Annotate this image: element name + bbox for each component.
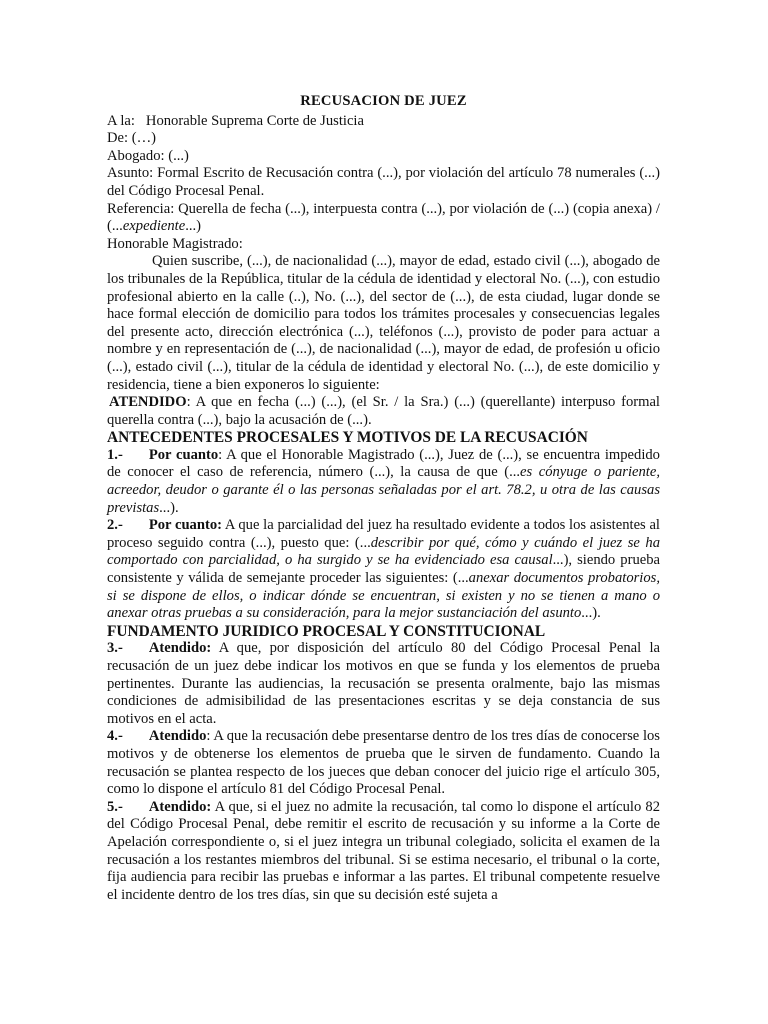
paragraph-keyword: Por cuanto: (148, 517, 222, 534)
addressee-value: Honorable Suprema Corte de Justicia (145, 112, 364, 129)
numbered-paragraph-5: 5.- Atendido: A que, si el juez no admite la recusación, tal como lo dispone el artículo 82 del Código Procesal Penal, debe remitir el escrito de recusación y su informe a la Corte de Apelación correspondiente o, si el juez integra un tribunal colegiado, solicita el examen de la recusación a los restantes miembros del tribunal. Si se estima necesario, el tribunal o la corte, fija audiencia para recibir las pruebas e informar a las partes. El tribunal competente resuelve el incidente dentro de los tres días, sin que su decisión esté sujeta a (107, 798, 660, 903)
subject-line: Asunto: Formal Escrito de Recusación contra (...), por violación del artículo 78 numerales (...) del Código Procesal Penal. (107, 165, 660, 199)
addressee-label: A la: (107, 112, 135, 129)
paragraph-number: 2.- (107, 517, 123, 534)
numbered-paragraph-1: 1.- Por cuanto: A que el Honorable Magistrado (...), Juez de (...), se encuentra impedido de conocer el caso de referencia, número (...), la causa de que (...es cónyuge o pariente, acreedor, deudor o garante él o las personas señaladas por el art. 78.2, u otra de las causas previstas...). (107, 446, 660, 516)
document-title: RECUSACION DE JUEZ (300, 93, 467, 109)
from-line: De: (…) (107, 130, 157, 147)
paragraph-number: 3.- (107, 640, 123, 657)
paragraph-number: 4.- (107, 728, 123, 745)
numbered-paragraph-4: 4.- Atendido: A que la recusación debe presentarse dentro de los tres días de conocerse los motivos y de obtenerse los elementos de prueba que le sirven de fundamento. Cuando la recusación se plantea respecto de los jueces que deban conocer del juicio rige el artículo 305, como lo dispone el artículo 81 del Código Procesal Penal. (107, 728, 660, 798)
paragraph-keyword: Atendido (148, 728, 207, 745)
paragraph-keyword: Atendido: (148, 798, 212, 815)
paragraph-keyword: Atendido: (148, 640, 212, 657)
atendido-intro-paragraph: ATENDIDO: A que en fecha (...) (...), (el Sr. / la Sra.) (...) (querellante) interpuso formal querella contra (...), bajo la acusación de (...). (107, 394, 660, 428)
paragraph-number: 1.- (107, 446, 123, 463)
section-heading-fundamento: FUNDAMENTO JURIDICO PROCESAL Y CONSTITUCIONAL (107, 622, 546, 640)
lawyer-line: Abogado: (...) (107, 147, 189, 164)
reference-italic: expediente (122, 218, 186, 235)
paragraph-number: 5.- (107, 798, 123, 815)
addressee-line (107, 113, 660, 131)
document-page (107, 93, 660, 904)
paragraph-keyword: Por cuanto (148, 446, 219, 463)
reference-line: Referencia: Querella de fecha (...), interpuesta contra (...), por violación de (...) (copia anexa) / (...expediente...) (107, 200, 660, 235)
atendido-keyword: ATENDIDO (109, 394, 187, 411)
intro-paragraph: Quien suscribe, (...), de nacionalidad (...), mayor de edad, estado civil (...), abogado de los tribunales de la República, titular de la cédula de identidad y electoral No. (...), con estudio profesional abierto en la calle (..), No. (...), del sector de (...), de esta ciudad, lugar donde se hace formal elección de domicilio para todos los trámites procesales y consecuencias legales del presente acto, dirección electrónica (...), teléfonos (...), provisto de poder para actuar a nombre y en representación de (...), de nacionalidad (...), mayor de edad, de profesión u oficio (...), estado civil (...), titular de la cédula de identidad y electoral No. (...), de este domicilio y residencia, tiene a bien exponeros lo siguiente: (107, 253, 660, 393)
section-heading-antecedentes: ANTECEDENTES PROCESALES Y MOTIVOS DE LA RECUSACIÓN (107, 429, 588, 447)
salutation: Honorable Magistrado: (107, 235, 243, 252)
numbered-paragraph-3: 3.- Atendido: A que, por disposición del artículo 80 del Código Procesal Penal la recusación de un juez debe indicar los motivos en que se funda y los elementos de prueba pertinentes. Durante las audiencias, la recusación se presenta oralmente, bajo las mismas condiciones de admisibilidad de las presentaciones escritas y se deja constancia de sus motivos en el acta. (107, 640, 660, 727)
numbered-paragraph-2: 2.- Por cuanto: A que la parcialidad del juez ha resultado evidente a todos los asistentes al proceso seguido contra (...), puesto que: (...describir por qué, cómo y cuándo el juez se ha comportado con parcialidad, o ha surgido y se ha evidenciado esa causal...), siendo prueba consistente y válida de semejante proceder las siguientes: (...anexar documentos probatorios, si se dispone de ellos, o indicar dónde se encuentran, si existen y no se tienen a mano o anexar otras pruebas a su consideración, para la mejor sustanciación del asunto...). (107, 517, 660, 622)
